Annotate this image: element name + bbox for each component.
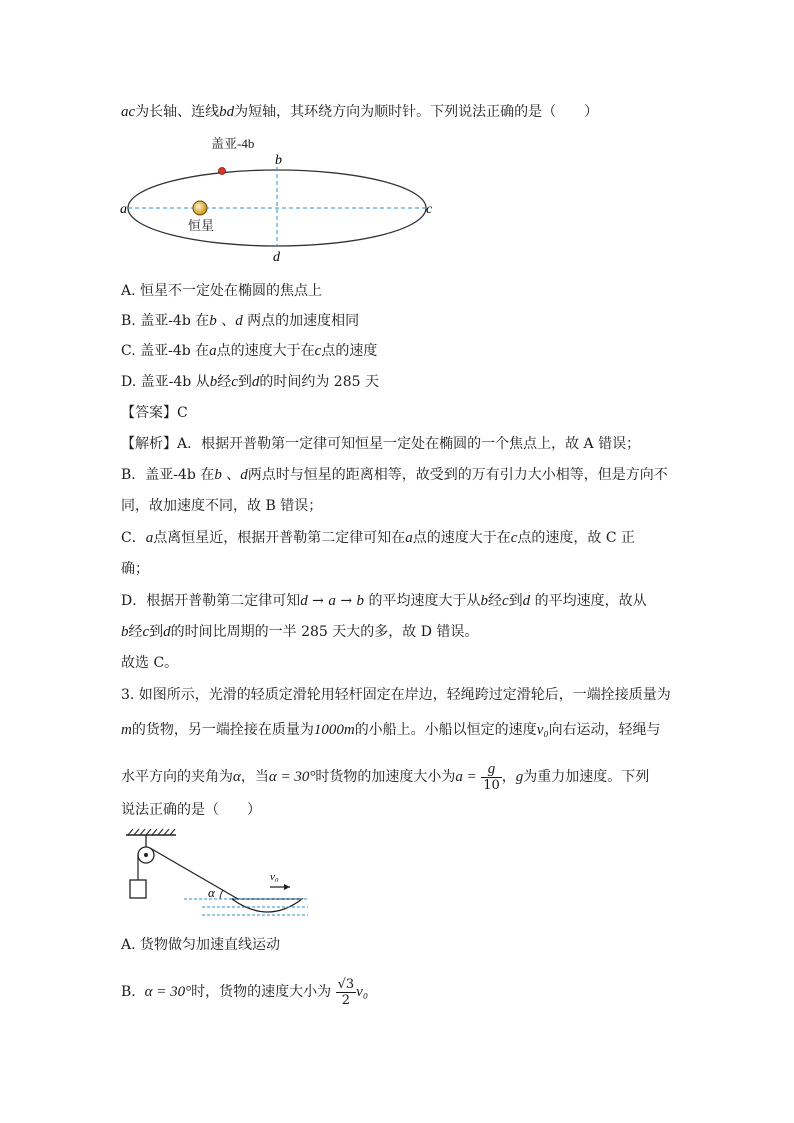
q2-optc-t1: C. 盖亚-4b 在 [121, 343, 210, 359]
q2-stem-bd: bd [219, 104, 235, 120]
q2-analysis-2 [121, 465, 668, 485]
point-d: d [273, 250, 280, 265]
q2-option-b [121, 311, 359, 331]
an4-t4: 点的速度，故 C 正 [517, 530, 636, 546]
q2-analysis-1 [121, 434, 640, 454]
q2-optd-t4: 的时间约为 285 天 [259, 374, 379, 390]
ceiling-hatch [128, 829, 175, 835]
an2-b: b [214, 467, 222, 483]
an7-t2: 到 [149, 624, 164, 640]
an2-t1: B．盖亚-4b 在 [121, 467, 215, 483]
an6-t5: 的平均速度，故从 [530, 593, 647, 609]
q3-alpha: α [233, 769, 241, 785]
an6-a: a [328, 593, 336, 609]
q2-answer [121, 403, 188, 423]
q3-aeq: a = [455, 769, 477, 785]
planet-label: 盖亚-4b [211, 136, 255, 151]
frac-num: g [481, 762, 502, 778]
an6-t4: 到 [508, 593, 523, 609]
q2-optd-b: b [209, 374, 218, 390]
q2-optd-t3: 到 [237, 374, 252, 390]
point-b: b [275, 153, 282, 168]
q2-analysis-4 [121, 528, 635, 548]
answer-value: C [177, 405, 188, 421]
an4-c: c [510, 530, 518, 546]
q2-analysis-5: 确； [121, 561, 149, 577]
q2-conclusion: 故选 C。 [121, 655, 179, 671]
q3-l3-t5: 为重力加速度。下列 [523, 769, 650, 785]
q3-l3-t4: ， [501, 769, 516, 785]
q2-optd-c: c [231, 374, 238, 390]
q3-stem-4: 说法正确的是（ ） [121, 802, 261, 818]
an4-t3: 点的速度大于在 [412, 530, 511, 546]
q3-stem-2 [121, 720, 661, 740]
q2-option-a: A. 恒星不一定处在椭圆的焦点上 [121, 283, 323, 299]
an2-t2: 、 [221, 467, 241, 483]
answer-label: 【答案】 [121, 405, 177, 421]
an7-t3: 的时间比周期的一半 285 天大的多，故 D 错误。 [170, 624, 479, 640]
q3-v0: v₀ [536, 722, 549, 738]
q3-m: m [121, 722, 132, 738]
q3-option-a: A. 货物做匀加速直线运动 [121, 937, 281, 953]
q2-analysis-7 [121, 622, 478, 642]
an7-t1: 经 [128, 624, 143, 640]
q3-l2-t3: 向右运动，轻绳与 [548, 722, 661, 738]
an6-t2: 的平均速度大于从 [364, 593, 481, 609]
an2-d: d [240, 467, 248, 483]
point-a: a [120, 202, 127, 217]
q2-optb-b: b [209, 313, 217, 329]
q2-optc-a: a [209, 343, 217, 359]
an7-b: b [121, 624, 129, 640]
q3-optb-v0: v₀ [356, 984, 369, 1000]
an6-t1: D．根据开普勒第二定律可知 [121, 593, 301, 609]
an4-a: a [145, 530, 154, 546]
q2-option-d [121, 372, 379, 392]
star-label: 恒星 [188, 218, 215, 233]
an4-t2: 点离恒星近，根据开普勒第二定律可知在 [153, 530, 406, 546]
q2-optc-c: c [314, 343, 322, 359]
q2-optb-t2: 、 [216, 313, 236, 329]
q3-stem-3 [121, 760, 649, 794]
point-c: c [426, 202, 433, 217]
q3-optb-cond: α = 30° [144, 984, 192, 1000]
q2-stem [121, 102, 598, 122]
frac-den: 10 [483, 777, 500, 793]
planet-icon [219, 168, 226, 175]
an6-b: b [356, 593, 365, 609]
frac-num-sqrt3: √3 [337, 976, 355, 992]
q3-g: g [515, 769, 524, 785]
q2-optb-d: d [235, 313, 243, 329]
frac-den-2: 2 [341, 992, 351, 1008]
velocity-label: v₀ [270, 871, 279, 883]
q3-optb-t2: 时，货物的速度大小为 [191, 984, 332, 1000]
q2-analysis-3: 同，故加速度不同，故 B 错误； [121, 498, 323, 514]
an6-c: c [501, 593, 509, 609]
an2-t3: 两点时与恒星的距离相等，故受到的万有引力大小相等，但是方向不 [247, 467, 668, 483]
an6-t3: 经 [487, 593, 502, 609]
fraction-g-over-10 [481, 762, 502, 793]
q3-1000m: 1000m [313, 722, 355, 738]
q2-stem-text2: 为短轴，其环绕方向为顺时针。下列说法正确的是（ ） [234, 104, 599, 120]
an6-d2: d [522, 593, 531, 609]
q2-optc-t3: 点的速度 [321, 343, 378, 359]
arrow-right-icon: → [335, 593, 357, 609]
q2-optb-t3: 两点的加速度相同 [242, 313, 360, 329]
q2-optd-t2: 经 [217, 374, 232, 390]
analysis-label: 【解析】 [121, 436, 177, 452]
q2-option-c [121, 341, 377, 361]
q2-stem-ac: ac [121, 104, 136, 120]
q2-optd-d: d [251, 374, 260, 390]
q3-l3-t2: ，当 [240, 769, 269, 785]
an6-d: d [300, 593, 308, 609]
q3-l2-t2: 的小船上。小船以恒定的速度 [354, 722, 537, 738]
cargo-box [130, 880, 146, 898]
q3-l3-t1: 水平方向的夹角为 [121, 769, 233, 785]
rope-slanted [150, 848, 238, 899]
q3-l3-t3: 时货物的加速度大小为 [315, 769, 456, 785]
pulley-diagram [120, 825, 320, 925]
q2-optd-t1: D. 盖亚-4b 从 [121, 374, 210, 390]
pulley-axle [144, 853, 148, 857]
angle-label: α [208, 885, 215, 900]
q2-optc-t2: 点的速度大于在 [216, 343, 315, 359]
arrow-head-icon [284, 884, 290, 890]
q3-option-b [121, 975, 368, 1009]
q3-stem-1: 3. 如图所示，光滑的轻质定滑轮用轻杆固定在岸边，轻绳跨过定滑轮后，一端拴接质量为 [121, 687, 671, 703]
angle-arc [220, 890, 223, 899]
an4-t1: C． [121, 530, 146, 546]
an4-a2: a [405, 530, 413, 546]
boat [232, 899, 302, 912]
orbit-diagram [112, 130, 442, 270]
fraction-sqrt3-over-2 [336, 977, 357, 1008]
an6-b2: b [480, 593, 488, 609]
analysis-text-1: A．根据开普勒第一定律可知恒星一定处在椭圆的一个焦点上，故 A 错误； [177, 436, 641, 452]
q2-stem-text1: 为长轴、连线 [135, 104, 220, 120]
star-icon [193, 201, 207, 215]
an7-c: c [142, 624, 150, 640]
an7-d: d [163, 624, 171, 640]
q3-l2-t1: 的货物，另一端拴接在质量为 [131, 722, 314, 738]
q2-optb-t1: B. 盖亚-4b 在 [121, 313, 210, 329]
q3-cond: α = 30° [268, 769, 316, 785]
q3-optb-t1: B. [121, 984, 136, 1000]
q2-analysis-6 [121, 591, 647, 611]
arrow-right-icon: → [307, 593, 329, 609]
